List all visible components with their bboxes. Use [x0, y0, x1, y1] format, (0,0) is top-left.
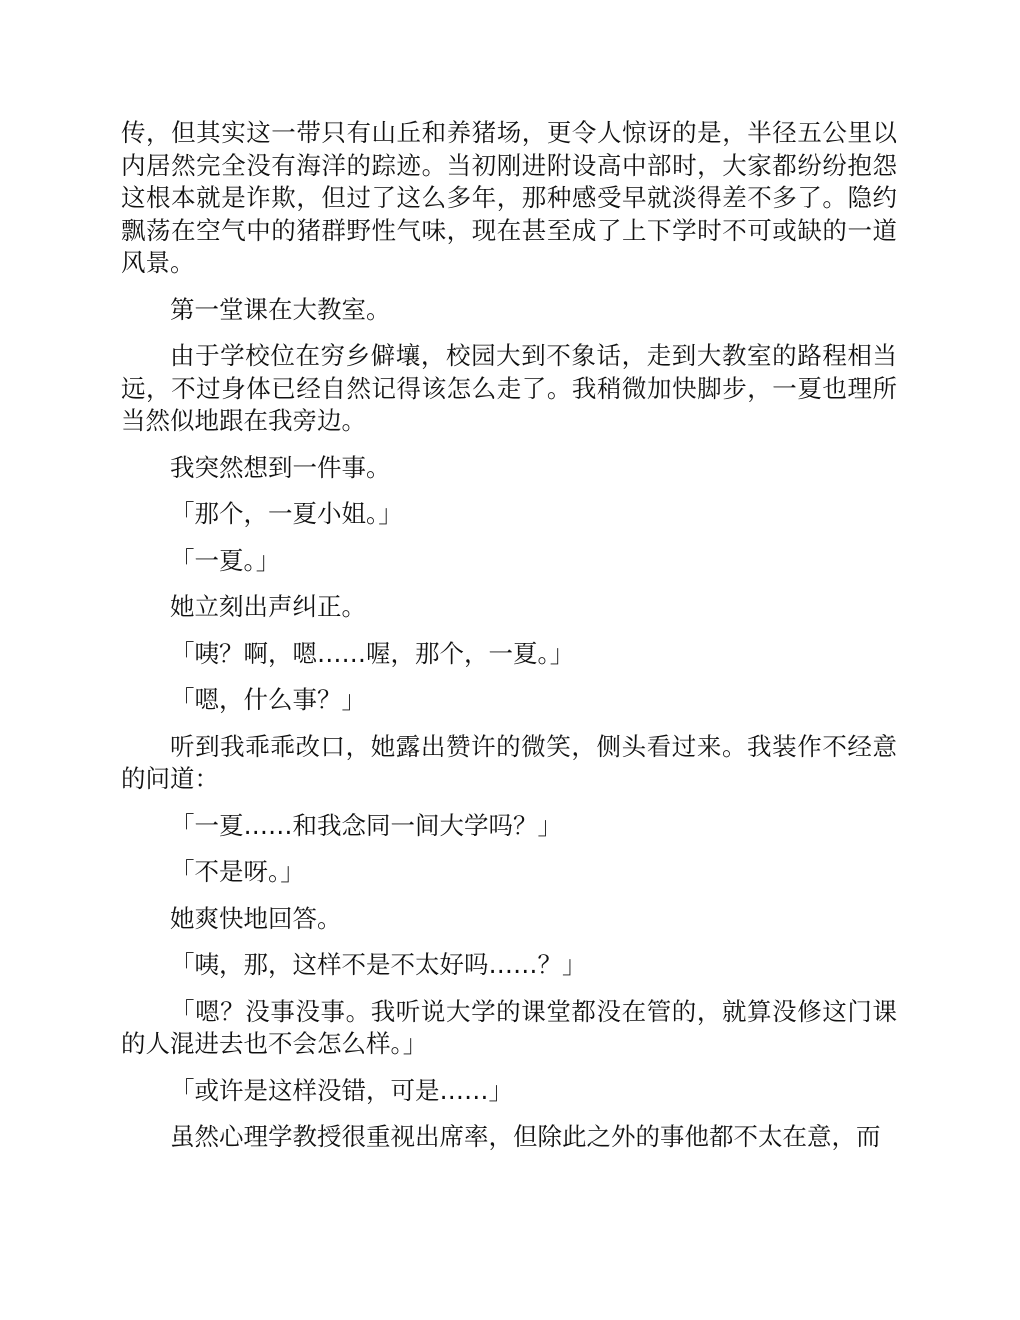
text-line: 「一夏……和我念同一间大学吗？」 — [170, 810, 562, 840]
text-line: 传，但其实这一带只有山丘和养猪场，更令人惊讶的是，半径五公里以 — [121, 118, 897, 147]
paragraph — [121, 591, 897, 624]
paragraph — [121, 856, 897, 889]
text-line: 「一夏。」 — [170, 545, 281, 575]
paragraph — [121, 996, 897, 1061]
text-line: 「咦？啊，嗯……喔，那个，一夏。」 — [170, 638, 575, 668]
text-line: 她爽快地回答。 — [170, 903, 342, 933]
body-text — [121, 117, 897, 1168]
paragraph — [121, 903, 897, 936]
text-line: 「不是呀。」 — [170, 857, 305, 886]
paragraph — [121, 294, 897, 327]
text-line: 「嗯？没事没事。我听说大学的课堂都没在管的，就算没修这门课 — [170, 996, 897, 1026]
paragraph — [121, 340, 897, 438]
text-line: 飘荡在空气中的猪群野性气味，现在甚至成了上下学时不可或缺的一道 — [121, 215, 897, 245]
text-line: 她立刻出声纠正。 — [170, 592, 366, 621]
text-line: 的问道： — [121, 764, 219, 793]
paragraph — [121, 638, 897, 671]
text-line: 「咦，那，这样不是不太好吗……？」 — [170, 950, 587, 979]
paragraph — [121, 117, 897, 280]
text-line: 内居然完全没有海洋的踪迹。当初刚进附设高中部时，大家都纷纷抱怨 — [121, 150, 897, 180]
text-line: 这根本就是诈欺，但过了这么多年，那种感受早就淡得差不多了。隐约 — [121, 183, 897, 212]
paragraph — [121, 452, 897, 485]
paragraph — [121, 1121, 897, 1154]
text-line: 我突然想到一件事。 — [170, 452, 391, 482]
text-line: 由于学校位在穷乡僻壤，校园大到不象话，走到大教室的路程相当 — [170, 341, 897, 370]
text-line: 「或许是这样没错，可是……」 — [170, 1075, 513, 1105]
text-line: 第一堂课在大教室。 — [170, 294, 391, 324]
text-line: 远，不过身体已经自然记得该怎么走了。我稍微加快脚步，一夏也理所 — [121, 373, 897, 403]
paragraph — [121, 545, 897, 578]
paragraph — [121, 949, 897, 982]
paragraph — [121, 498, 897, 531]
paragraph — [121, 731, 897, 796]
text-line: 风景。 — [121, 248, 195, 277]
text-line: 虽然心理学教授很重视出席率，但除此之外的事他都不太在意，而 — [170, 1122, 881, 1151]
text-line: 听到我乖乖改口，她露出赞许的微笑，侧头看过来。我装作不经意 — [170, 731, 897, 761]
text-line: 当然似地跟在我旁边。 — [121, 406, 366, 435]
paragraph — [121, 810, 897, 843]
text-line: 「嗯，什么事？」 — [170, 685, 366, 714]
text-line: 的人混进去也不会怎么样。」 — [121, 1029, 428, 1058]
paragraph — [121, 684, 897, 717]
paragraph — [121, 1075, 897, 1108]
text-line: 「那个，一夏小姐。」 — [170, 499, 403, 528]
